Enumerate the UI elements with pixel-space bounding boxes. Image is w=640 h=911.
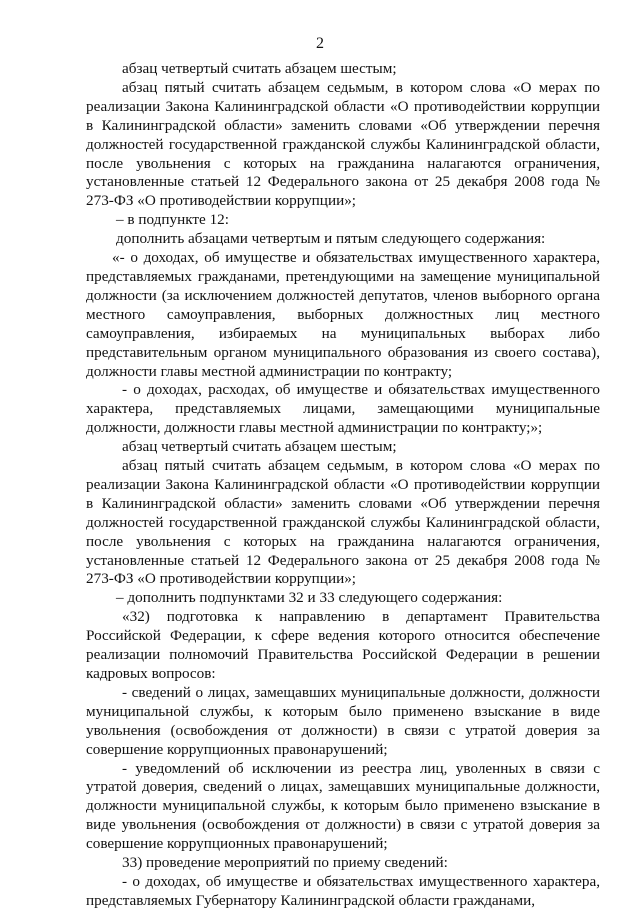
paragraph: - о доходах, расходах, об имуществе и обязательствах имущественного характера, представляемых лицами, замещающими муниципальные должности, должности главы местной администрации по контракту;»; (86, 381, 600, 437)
paragraph: абзац пятый считать абзацем седьмым, в котором слова «О мерах по реализации Закона Калининградской области «О противодействии коррупции в Калининградской области» заменить словами «Об утверждении перечня должностей государственной гражданской службы Калининградской области, после увольнения с которых на гражданина налагаются ограничения, установленные статьей 12 Федерального закона от 25 декабря 2008 года № 273-ФЗ «О противодействии коррупции»; (86, 457, 600, 588)
paragraph: – дополнить подпунктами 32 и 33 следующего содержания: (116, 589, 503, 607)
paragraph: абзац четвертый считать абзацем шестым; (122, 438, 397, 456)
paragraph: - о доходах, об имуществе и обязательствах имущественного характера, представляемых Губернатору Калининградской области гражданами, (86, 872, 600, 909)
paragraph: «- о доходах, об имуществе и обязательствах имущественного характера, представляемых гражданами, претендующими на замещение муниципальной должности (за исключением должностей депутатов, членов выборного органа местного самоуправления, выборных должностных лиц местного самоуправления, избираемых на муниципальных выборах либо представительным органом муниципального образования из своего состава), должности главы местной администрации по контракту; (86, 249, 600, 380)
paragraph: «32) подготовка к направлению в департамент Правительства Российской Федерации, к сфере ведения которого относится обеспечение реализации полномочий Правительства Российской Федерации в решении кадровых вопросов: (86, 608, 600, 682)
paragraph: абзац пятый считать абзацем седьмым, в котором слова «О мерах по реализации Закона Калининградской области «О противодействии коррупции в Калининградской области» заменить словами «Об утверждении перечня должностей государственной гражданской службы Калининградской области, после увольнения с которых на гражданина налагаются ограничения, установленные статьей 12 Федерального закона от 25 декабря 2008 года № 273-ФЗ «О противодействии коррупции»; (86, 78, 600, 210)
paragraph: 33) проведение мероприятий по приему сведений: (122, 854, 448, 872)
document-body (86, 60, 600, 911)
paragraph: – в подпункте 12: (116, 211, 229, 229)
paragraph: - сведений о лицах, замещавших муниципальные должности, должности муниципальной службы, к которым было применено взыскание в виде увольнения (освобождения от должности) в связи с утратой доверия за совершение коррупционных правонарушений; (86, 683, 600, 758)
paragraph: - уведомлений об исключении из реестра лиц, уволенных в связи с утратой доверия, сведений о лицах, замещавших муниципальные должности, должности муниципальной службы, к которым было применено взыскание в виде увольнения (освобождения от должности) в связи с утратой доверия за совершение коррупционных правонарушений; (86, 759, 600, 853)
paragraph: абзац четвертый считать абзацем шестым; (122, 60, 397, 77)
paragraph: дополнить абзацами четвертым и пятым следующего содержания: (116, 230, 546, 248)
page-number: 2 (316, 35, 324, 52)
